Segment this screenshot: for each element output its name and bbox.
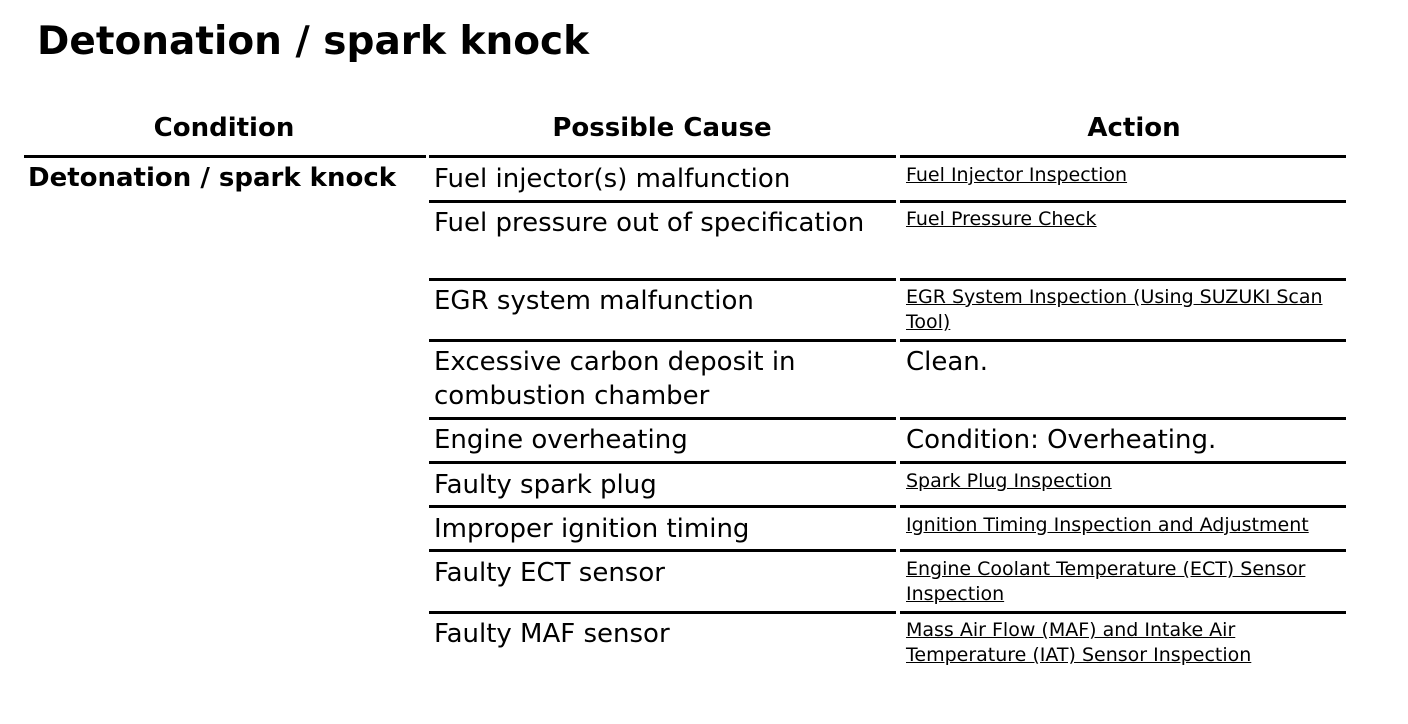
row-divider-cause: [429, 278, 896, 281]
header-divider-condition: [24, 155, 426, 158]
action-link-fuel-injector-inspection[interactable]: Fuel Injector Inspection: [906, 164, 1128, 186]
viewport-edge: [1346, 150, 1408, 710]
cause-cell: Faulty MAF sensor: [434, 619, 670, 649]
header-divider-cause: [429, 155, 896, 158]
condition-cell: Detonation / spark knock: [28, 163, 397, 193]
row-divider-cause: [429, 339, 896, 342]
action-link-ignition-timing-inspection[interactable]: Ignition Timing Inspection and Adjustment: [906, 514, 1309, 536]
cause-cell: Engine overheating: [434, 425, 688, 455]
row-divider-cause: [429, 461, 896, 464]
row-divider-cause: [429, 200, 896, 203]
row-divider-action: [900, 417, 1346, 420]
row-divider-cause: [429, 417, 896, 420]
action-text-clean: Clean.: [906, 347, 989, 377]
action-link-fuel-pressure-check[interactable]: Fuel Pressure Check: [906, 208, 1097, 230]
row-divider-action: [900, 505, 1346, 508]
header-divider-action: [900, 155, 1346, 158]
row-divider-action: [900, 200, 1346, 203]
cause-cell: EGR system malfunction: [434, 286, 754, 316]
cause-cell: Excessive carbon deposit in combustion chamber: [434, 347, 796, 411]
action-text-condition-overheating: Condition: Overheating.: [906, 425, 1217, 455]
row-divider-action: [900, 611, 1346, 614]
cause-cell: Fuel pressure out of specification: [434, 208, 865, 238]
row-divider-action: [900, 278, 1346, 281]
row-divider-action: [900, 461, 1346, 464]
cause-cell: Improper ignition timing: [434, 514, 750, 544]
row-divider-cause: [429, 549, 896, 552]
row-divider-action: [900, 339, 1346, 342]
action-link-spark-plug-inspection[interactable]: Spark Plug Inspection: [906, 470, 1112, 492]
header-possible-cause: Possible Cause: [552, 113, 772, 143]
header-condition: Condition: [153, 113, 295, 143]
row-divider-cause: [429, 505, 896, 508]
cause-cell: Fuel injector(s) malfunction: [434, 164, 791, 194]
row-divider-cause: [429, 611, 896, 614]
cause-cell: Faulty spark plug: [434, 470, 657, 500]
cause-cell: Faulty ECT sensor: [434, 558, 665, 588]
action-link-maf-iat-sensor-inspection[interactable]: Mass Air Flow (MAF) and Intake Air Temperature (IAT) Sensor Inspection: [906, 619, 1252, 666]
header-action: Action: [1087, 113, 1181, 143]
page-title: Detonation / spark knock: [37, 19, 590, 64]
action-link-ect-sensor-inspection[interactable]: Engine Coolant Temperature (ECT) Sensor Inspection: [906, 558, 1306, 605]
row-divider-action: [900, 549, 1346, 552]
action-link-egr-system-inspection[interactable]: EGR System Inspection (Using SUZUKI Scan Tool): [906, 286, 1323, 333]
